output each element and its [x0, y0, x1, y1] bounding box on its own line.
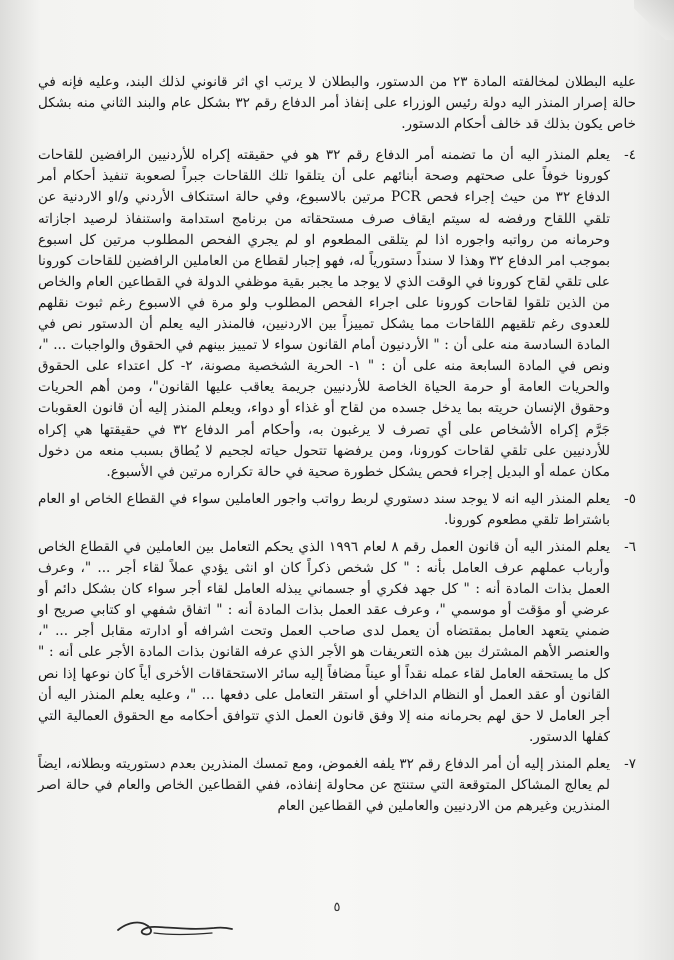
- signature-scribble: [114, 906, 234, 946]
- page-corner-shadow: [634, 0, 674, 40]
- item-number: ٤-: [624, 147, 636, 164]
- document-body: [38, 72, 636, 823]
- item-number: ٥-: [624, 490, 636, 507]
- item-number: ٧-: [624, 755, 636, 772]
- item-text: يعلم المنذر إليه أن أمر الدفاع رقم ٣٢ يلفه الغموض، ومع تمسك المنذرين بعدم دستوريته وبطلانه، ايضاً لم يعالج المشاكل المتوقعة التي ستنتج عن محاولة إنفاذه، ففي القطاعين الخاص والعام في حالة اصر المنذرين وغيرهم من الاردنيين والعاملين في القطاعين العام: [38, 755, 610, 815]
- page-number: ٥: [333, 900, 341, 915]
- numbered-item-4: [38, 145, 636, 483]
- item-number: ٦-: [624, 538, 636, 555]
- numbered-item-5: [38, 489, 636, 531]
- item-text: يعلم المنذر اليه أن قانون العمل رقم ٨ لعام ١٩٩٦ الذي يحكم التعامل بين العاملين في القطاع الخاص وأرباب عملهم عرف العامل بأنه : " كل شخص ذكراً كان او انثى يؤدي عملاً لقاء أجر ... "، وعرف العمل بذات المادة أنه : " كل جهد فكري أو جسماني يبذله العامل لقاء أجر سواء كان بشكل دائم أو عرضي أو مؤقت أو موسمي "، وعرف عقد العمل بذات المادة أنه : " اتفاق شفهي او كتابي صريح او ضمني يتعهد العامل بمقتضاه أن يعمل لدى صاحب العمل وتحت اشرافه أو ادارته مقابل أجر ... "، والعنصر الأهم المشترك بين هذه التعريفات هو الأجر الذي عرفه القانون بذات المادة الأجر على أنه : " كل ما يستحقه العامل لقاء عمله نقداً أو عيناً مضافاً إليه سائر الاستحقاقات الأخرى أياً كان نوعها إذا نص القانون أو عقد العمل أو النظام الداخلي أو استقر التعامل على دفعها ... "، وعليه يعلم المنذر اليه أن أجر العامل لا حق لهم بحرمانه منه إلا وفق قانون العمل الذي تتوافق أحكامه مع الحقوق العمالية التي كفلها الدستور.: [38, 538, 611, 745]
- numbered-item-7: [38, 754, 636, 817]
- intro-paragraph: عليه البطلان لمخالفته المادة ٢٣ من الدستور، والبطلان لا يرتب اي اثر قانوني لذلك البند، وعليه فإنه في حالة إصرار المنذر اليه دولة رئيس الوزراء على إنفاذ أمر الدفاع رقم ٣٢ بشكل عام والبند الثاني منه بشكل خاص يكون بذلك قد خالف أحكام الدستور.: [38, 74, 636, 133]
- item-text: يعلم المنذر اليه أن ما تضمنه أمر الدفاع رقم ٣٢ هو في حقيقته إكراه للأردنيين الرافضين للقاحات كورونا خوفاً على صحتهم وصحة أبنائهم على أن يتلقوا تلك اللقاحات جبراً لصعوبة تنفيذ أحكام أمر الدفاع ٣٢ من حيث إجراء فحص PCR مرتين بالاسبوع، وفي حالة استنكاف الأردني و/او الاردنية عن تلقي اللقاح ورفضه له سيتم ايقاف صرف مستحقاته من برنامج استدامة واستنفاذ لرصيد اجازاته وحرمانه من رواتبه واجوره اذا لم يتلقى المطعوم او لم يجري الفحص المطلوب مرتين كل اسبوع بموجب امر الدفاع ٣٢ وهذا لا سنداً دستورياً له، فهو إجبار لقطاع من العاملين الرافضين للقاحات كورونا على تلقي لقاح كورونا في الوقت الذي لا يوجد ما يجبر بقية موظفي الدولة في القطاعين العام والخاص من الذين تلقوا لقاحات كورونا على اجراء الفحص المطلوب ولو مرة في الاسبوع رغم ثبوت نقلهم للعدوى رغم تلقيهم اللقاحات مما يشكل تمييزاً بين الاردنيين، فالمنذر اليه يعلم أن الدستور نص في المادة السادسة منه على أن : " الأردنيون أمام القانون سواء لا تمييز بينهم في الحقوق والواجبات ... "، ونص في المادة السابعة منه على أن : " ١- الحرية الشخصية مصونة، ٢- كل اعتداء على الحقوق والحريات العامة أو حرمة الحياة الخاصة للأردنيين جريمة يعاقب عليها القانون"، ومن أهم الحريات وحقوق الإنسان حريته بما يدخل جسده من لقاح أو غذاء أو دواء، ويعلم المنذر إليه أن قانون العقوبات جَرَّم إكراه الأشخاص على أي تصرف لا يرغبون به، وأحكام أمر الدفاع ٣٢ في حقيقتها هي إكراه للأردنيين على تلقي لقاحات كورونا، ومن يرفضها تتحول حياته لجحيم لا يُطاق بسبب منعه من دخول مكان عمله أو البديل إجراء فحص يشكل خطورة صحية في حالة تكراره مرتين في الأسبوع.: [38, 147, 611, 480]
- item-text: يعلم المنذر اليه انه لا يوجد سند دستوري لربط رواتب واجور العاملين سواء في القطاع الخاص او العام باشتراط تلقي مطعوم كورونا.: [38, 490, 610, 528]
- numbered-item-6: [38, 537, 636, 748]
